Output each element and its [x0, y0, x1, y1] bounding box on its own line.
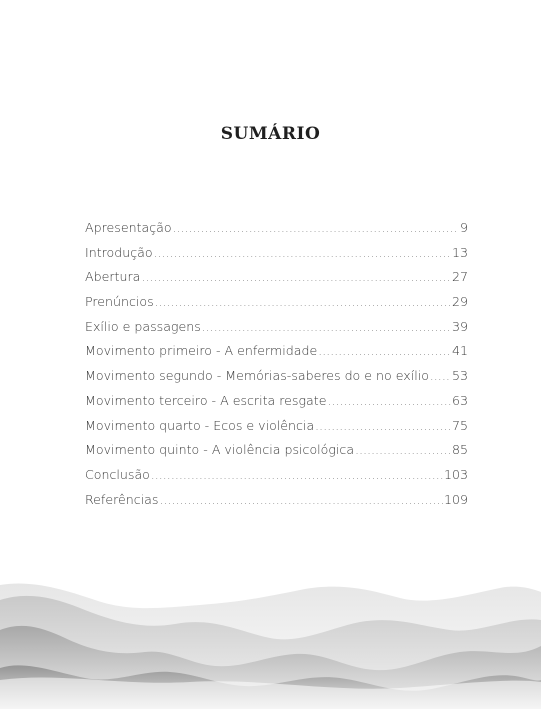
toc-entry — [85, 245, 468, 270]
dot-leader — [315, 419, 451, 433]
toc-entry-title: Prenúncios — [85, 294, 154, 310]
toc-entry — [85, 319, 468, 344]
dot-leader — [318, 344, 451, 358]
dot-leader — [151, 468, 443, 482]
toc-page-number: 27 — [451, 269, 468, 285]
toc-entry — [85, 418, 468, 443]
dot-leader — [430, 369, 451, 383]
toc-entry — [85, 467, 468, 492]
toc-page-number: 39 — [451, 318, 468, 334]
dot-leader — [173, 221, 459, 235]
toc-entry — [85, 294, 468, 319]
dot-leader — [355, 443, 451, 457]
toc-entry-title: Introdução — [85, 244, 153, 260]
toc-entry-title: Referências — [85, 491, 159, 507]
toc-entry-title: Exílio e passagens — [85, 318, 201, 334]
dot-leader — [141, 270, 451, 284]
table-of-contents — [85, 220, 468, 516]
toc-entry-title: Movimento terceiro - A escrita resgate — [85, 392, 327, 408]
dot-leader — [202, 320, 451, 334]
toc-entry — [85, 393, 468, 418]
toc-entry-title: Movimento quinto - A violência psicológica — [85, 442, 355, 458]
toc-page-number: 109 — [443, 491, 468, 507]
toc-entry-title: Movimento segundo - Memórias-saberes do e no exílio — [85, 368, 429, 384]
toc-entry — [85, 368, 468, 393]
toc-page-number: 63 — [451, 392, 468, 408]
dot-leader — [154, 246, 451, 260]
toc-page-number: 13 — [451, 244, 468, 260]
toc-page-number: 85 — [451, 442, 468, 458]
toc-page-number: 9 — [459, 220, 468, 235]
toc-entry-title: Movimento quarto - Ecos e violência — [85, 417, 315, 433]
page-title: SUMÁRIO — [220, 124, 321, 144]
toc-entry — [85, 343, 468, 368]
mountain-landscape-illustration — [0, 560, 541, 709]
toc-page-number: 75 — [451, 417, 468, 433]
toc-entry-title: Apresentação — [85, 220, 172, 235]
toc-page-number: 41 — [451, 343, 468, 359]
toc-entry-title: Abertura — [85, 269, 141, 285]
toc-entry-title: Conclusão — [85, 466, 150, 482]
toc-entry — [85, 442, 468, 467]
toc-entry — [85, 492, 468, 517]
toc-page-number: 29 — [451, 294, 468, 310]
toc-entry — [85, 269, 468, 294]
toc-page-number: 103 — [443, 466, 468, 482]
dot-leader — [327, 394, 451, 408]
dot-leader — [159, 493, 443, 507]
toc-entry-title: Movimento primeiro - A enfermidade — [85, 343, 318, 359]
toc-entry — [85, 220, 468, 245]
toc-page-number: 53 — [451, 368, 468, 384]
dot-leader — [155, 295, 451, 309]
